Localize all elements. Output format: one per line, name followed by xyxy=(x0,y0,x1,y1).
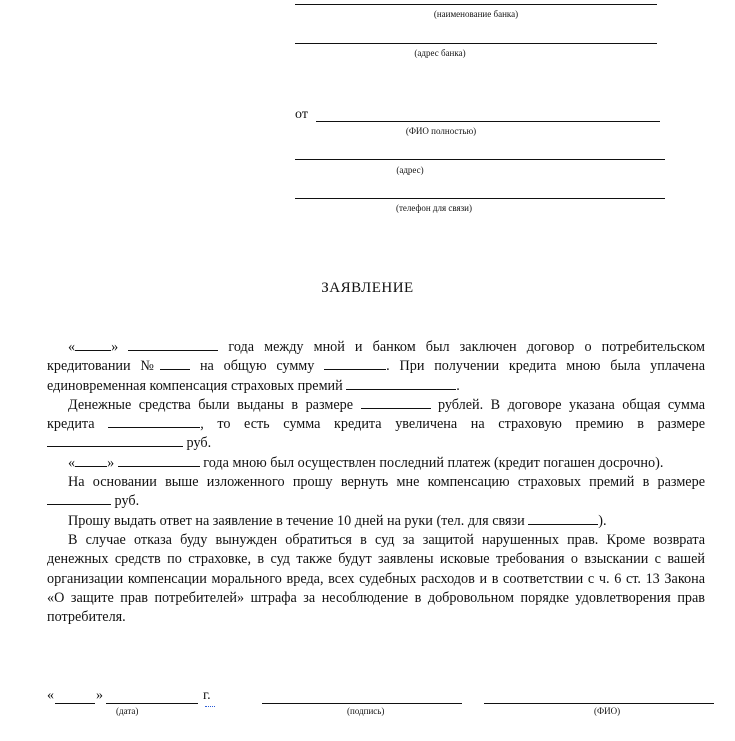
p1-day-blank xyxy=(75,338,111,351)
name-caption: (ФИО) xyxy=(594,706,621,716)
sig-date-line xyxy=(106,703,198,704)
p1-period: . xyxy=(456,377,460,394)
document-title: ЗАЯВЛЕНИЕ xyxy=(321,280,414,296)
sig-close-quote: » xyxy=(96,688,103,703)
phone-caption: (телефон для связи) xyxy=(395,203,472,213)
sig-day-line xyxy=(55,703,95,704)
p1-sum-blank xyxy=(324,357,386,370)
p1-open-quote: « xyxy=(68,339,76,355)
p4-text-request: На основании выше изложенного прошу вернуть мне компенсацию страховых премий в размере xyxy=(68,474,705,491)
p1-number-blank xyxy=(160,357,190,370)
p1-text-sum: на общую сумму xyxy=(199,358,315,375)
p5-close: ). xyxy=(598,512,607,529)
full-name-line xyxy=(316,121,660,122)
p1-premium-blank xyxy=(346,377,456,390)
paragraph-3 xyxy=(47,454,705,473)
p3-close-quote: » xyxy=(107,454,115,471)
p3-open-quote: « xyxy=(68,454,76,471)
p2-rub: руб. xyxy=(186,435,212,452)
bank-address-line xyxy=(295,43,657,44)
sig-year-suffix: г. xyxy=(203,688,211,703)
sig-open-quote: « xyxy=(47,688,54,703)
address-caption: (адрес) xyxy=(396,165,424,175)
phone-line xyxy=(295,198,665,199)
bank-address-caption: (адрес банка) xyxy=(414,48,466,58)
paragraph-6: В случае отказа буду вынужден обратиться в суд за защитой нарушенных прав. Кроме возврата денежных средств по страховке, в суд также будут заявлены исковые требования о взыскании с вашей организации компенсации морального вреда, всех судебных расходов и в соответствии с ч. 6 ст. 13 Закона «О защите прав потребителей» штрафа за несоблюдение в добровольном порядке удовлетворения прав потребителя. xyxy=(47,531,705,626)
signature-line xyxy=(262,703,462,704)
date-caption: (дата) xyxy=(116,706,139,716)
p2-premium-blank xyxy=(47,434,183,447)
full-name-caption: (ФИО полностью) xyxy=(405,126,477,136)
p1-text-contract: года между мной и банком был заключен договор о потребительском кредитовании № xyxy=(47,339,706,375)
p4-rub: руб. xyxy=(114,493,140,510)
paragraph-1 xyxy=(47,338,705,396)
p5-phone-blank xyxy=(528,512,598,525)
p5-text-response: Прошу выдать ответ на заявление в течение 10 дней на руки (тел. для связи xyxy=(68,512,525,529)
bank-name-line xyxy=(295,4,657,5)
p2-text-total: рублей. В договоре указана общая сумма кредита xyxy=(47,396,705,433)
p2-total-blank xyxy=(108,415,200,428)
signature-caption: (подпись) xyxy=(347,706,385,716)
p2-text-increase: , то есть сумма кредита увеличена на страховую премию в размере xyxy=(200,416,706,433)
address-line xyxy=(295,159,665,160)
p3-text-last-payment: года мною был осуществлен последний платеж (кредит погашен досрочно). xyxy=(203,454,664,471)
spellcheck-mark xyxy=(205,700,215,707)
paragraph-4 xyxy=(47,473,705,512)
p1-month-blank xyxy=(128,338,218,351)
from-label: от xyxy=(295,107,308,122)
p2-amount-blank xyxy=(361,396,431,409)
document-body xyxy=(47,338,705,627)
p2-text-issued: Денежные средства были выданы в размере xyxy=(68,396,354,413)
p1-close-quote: » xyxy=(111,339,119,355)
p4-amount-blank xyxy=(47,492,111,505)
paragraph-5 xyxy=(47,512,705,531)
p3-day-blank xyxy=(75,454,107,467)
p1-text-insurance: . При получении кредита мною была уплачена единовременная компенсация страховых премий xyxy=(47,358,705,394)
paragraph-2 xyxy=(47,396,705,454)
bank-name-caption: (наименование банка) xyxy=(433,9,519,19)
p3-month-blank xyxy=(118,454,200,467)
name-line xyxy=(484,703,714,704)
